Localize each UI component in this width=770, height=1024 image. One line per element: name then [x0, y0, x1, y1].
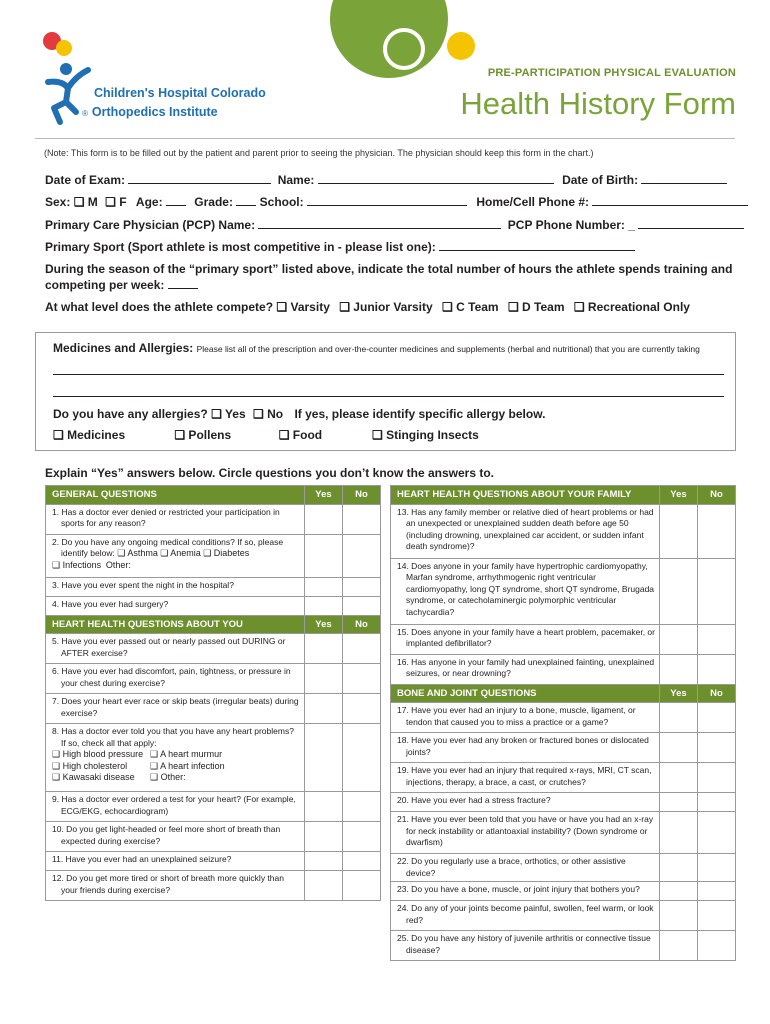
- row-sport: [45, 239, 635, 254]
- dob-field[interactable]: [641, 172, 727, 184]
- answer-no-8[interactable]: [343, 724, 381, 792]
- level-recreational-checkbox[interactable]: ❑ Recreational Only: [573, 300, 690, 314]
- q8-options-row1: [52, 749, 300, 761]
- answer-yes-3[interactable]: [305, 577, 343, 596]
- no-column-header: No: [343, 615, 381, 634]
- table-row: [391, 882, 736, 901]
- table-row: [391, 703, 736, 733]
- no-column-header: No: [343, 486, 381, 505]
- other-heart-checkbox[interactable]: ❑ Other:: [150, 772, 186, 782]
- heart-you-header-row: [46, 615, 381, 634]
- age-field[interactable]: [166, 194, 186, 206]
- allergy-no-checkbox[interactable]: ❑ No: [253, 407, 284, 421]
- allergy-medicines-checkbox[interactable]: ❑ Medicines: [53, 428, 126, 442]
- answer-no-19[interactable]: [698, 763, 736, 793]
- hours-label: During the season of the “primary sport” listed above, indicate the total number of hours the athlete spends training and competing per week:: [45, 262, 733, 292]
- question-25: 25. Do you have any history of juvenile arthritis or connective tissue disease?: [397, 933, 651, 955]
- table-row: [391, 733, 736, 763]
- explain-instructions: Explain “Yes” answers below. Circle questions you don’t know the answers to.: [45, 466, 494, 480]
- answer-yes-24[interactable]: [660, 901, 698, 931]
- answer-no-3[interactable]: [343, 577, 381, 596]
- no-column-header: No: [698, 684, 736, 703]
- meds-line-2[interactable]: [53, 396, 724, 397]
- level-d-team-checkbox[interactable]: ❑ D Team: [507, 300, 565, 314]
- question-2-text: 2. Do you have any ongoing medical conditions? If so, please identify below:: [52, 536, 284, 558]
- pcp-phone-field[interactable]: [638, 217, 744, 229]
- table-row: [391, 901, 736, 931]
- table-row: [391, 624, 736, 654]
- answer-no-16[interactable]: [698, 654, 736, 684]
- answer-no-4[interactable]: [343, 596, 381, 615]
- answer-no-18[interactable]: [698, 733, 736, 763]
- school-label: School:: [259, 195, 304, 209]
- yes-column-header: Yes: [305, 615, 343, 634]
- answer-no-9[interactable]: [343, 792, 381, 822]
- answer-no-11[interactable]: [343, 852, 381, 871]
- pcp-label: Primary Care Physician (PCP) Name:: [45, 218, 256, 232]
- diabetes-checkbox[interactable]: ❑ Diabetes: [203, 548, 250, 558]
- date-of-exam-field[interactable]: [128, 172, 271, 184]
- answer-yes-9[interactable]: [305, 792, 343, 822]
- org-name-line1: Children's Hospital Colorado: [94, 86, 266, 100]
- sex-m-checkbox[interactable]: ❑ M: [73, 195, 98, 209]
- phone-label: Home/Cell Phone #:: [476, 195, 590, 209]
- question-23: 23. Do you have a bone, muscle, or joint injury that bothers you?: [397, 884, 640, 894]
- sex-label: Sex:: [45, 195, 71, 209]
- name-field[interactable]: [318, 172, 554, 184]
- answer-yes-19[interactable]: [660, 763, 698, 793]
- table-row: [391, 931, 736, 961]
- level-c-team-checkbox[interactable]: ❑ C Team: [442, 300, 499, 314]
- answer-yes-2[interactable]: [305, 534, 343, 577]
- question-24: 24. Do any of your joints become painful, swollen, feel warm, or look red?: [397, 903, 654, 925]
- question-9: 9. Has a doctor ever ordered a test for your heart? (For example, ECG/EKG, echocardiogram): [52, 794, 296, 816]
- allergy-specify: If yes, please identify specific allergy below.: [294, 407, 546, 421]
- hours-field[interactable]: [168, 277, 198, 289]
- question-19: 19. Have you ever had an injury that required x-rays, MRI, CT scan, injections, therapy, a brace, a cast, or crutches?: [397, 765, 652, 787]
- answer-yes-6[interactable]: [305, 664, 343, 694]
- org-name-line2-text: Orthopedics Institute: [91, 105, 218, 119]
- allergy-question: Do you have any allergies?: [53, 407, 208, 421]
- question-18: 18. Have you ever had any broken or fractured bones or dislocated joints?: [397, 735, 649, 757]
- meds-heading: [53, 341, 700, 355]
- general-header-row: [46, 486, 381, 505]
- answer-no-6[interactable]: [343, 664, 381, 694]
- question-2: [52, 537, 300, 560]
- question-1: 1. Has a doctor ever denied or restricted your participation in sports for any reason?: [52, 506, 280, 528]
- answer-no-5[interactable]: [343, 634, 381, 664]
- table-row: [46, 504, 381, 534]
- question-20: 20. Have you ever had a stress fracture?: [397, 795, 551, 805]
- answer-yes-21[interactable]: [660, 812, 698, 854]
- anemia-checkbox[interactable]: ❑ Anemia: [160, 548, 201, 558]
- answer-yes-16[interactable]: [660, 654, 698, 684]
- form-subtitle: PRE-PARTICIPATION PHYSICAL EVALUATION: [487, 67, 736, 79]
- yes-column-header: Yes: [305, 486, 343, 505]
- row-pcp: [45, 217, 744, 232]
- answer-no-22[interactable]: [698, 854, 736, 882]
- question-10: 10. Do you get light-headed or feel more short of breath than expected during exercise?: [52, 824, 281, 846]
- bone-header-row: [391, 684, 736, 703]
- table-row: [46, 822, 381, 852]
- phone-field[interactable]: [592, 194, 748, 206]
- left-questions-table: [45, 485, 381, 901]
- grade-label: Grade:: [194, 195, 233, 209]
- question-7: 7. Does your heart ever race or skip beats (irregular beats) during exercise?: [52, 696, 299, 718]
- org-name-line2: [82, 105, 218, 119]
- asthma-checkbox[interactable]: ❑ Asthma: [117, 548, 158, 558]
- answer-no-13[interactable]: [698, 504, 736, 558]
- row-exam-name-dob: [45, 172, 727, 187]
- row-level: [45, 300, 690, 314]
- table-row: [46, 664, 381, 694]
- answer-yes-14[interactable]: [660, 558, 698, 624]
- question-11: 11. Have you ever had an unexplained seizure?: [52, 854, 232, 864]
- answer-yes-25[interactable]: [660, 931, 698, 961]
- table-row: [46, 534, 381, 577]
- answer-yes-1[interactable]: [305, 504, 343, 534]
- high-bp-checkbox[interactable]: ❑ High blood pressure: [52, 749, 144, 759]
- sex-f-checkbox[interactable]: ❑ F: [105, 195, 127, 209]
- table-row: [391, 793, 736, 812]
- answer-yes-23[interactable]: [660, 882, 698, 901]
- allergy-yes-checkbox[interactable]: ❑ Yes: [211, 407, 246, 421]
- answer-no-24[interactable]: [698, 901, 736, 931]
- table-row: [46, 792, 381, 822]
- registered-mark: ®: [82, 109, 88, 118]
- meds-line-1[interactable]: [53, 374, 724, 375]
- pcp-phone-label: PCP Phone Number: _: [507, 218, 635, 232]
- grade-field[interactable]: [236, 194, 256, 206]
- age-label: Age:: [135, 195, 163, 209]
- row-sex-age-grade: [45, 194, 748, 209]
- answer-no-12[interactable]: [343, 871, 381, 901]
- table-row: [391, 504, 736, 558]
- meds-description: Please list all of the prescription and over-the-counter medicines and supplements (herbal and nutritional) that you are currently taking: [196, 344, 700, 354]
- table-row: [391, 654, 736, 684]
- general-header: GENERAL QUESTIONS: [46, 486, 305, 505]
- q8-options-row3: [52, 772, 300, 784]
- table-row: [46, 852, 381, 871]
- answer-no-17[interactable]: [698, 703, 736, 733]
- question-5: 5. Have you ever passed out or nearly passed out DURING or AFTER exercise?: [52, 636, 286, 658]
- question-8: 8. Has a doctor ever told you that you have any heart problems? If so, check all that apply:: [52, 726, 294, 748]
- yes-column-header: Yes: [660, 486, 698, 505]
- level-varsity-checkbox[interactable]: ❑ Varsity: [276, 300, 330, 314]
- question-4: 4. Have you ever had surgery?: [52, 598, 169, 609]
- table-row: [46, 596, 381, 615]
- table-row: [391, 558, 736, 624]
- allergy-insects-checkbox[interactable]: ❑ Stinging Insects: [372, 428, 479, 442]
- heart-you-header: HEART HEALTH QUESTIONS ABOUT YOU: [46, 615, 305, 634]
- heart-family-header: HEART HEALTH QUESTIONS ABOUT YOUR FAMILY: [391, 486, 660, 505]
- answer-yes-5[interactable]: [305, 634, 343, 664]
- answer-yes-15[interactable]: [660, 624, 698, 654]
- sport-field[interactable]: [439, 239, 635, 251]
- no-column-header: No: [698, 486, 736, 505]
- table-row: [391, 763, 736, 793]
- answer-yes-13[interactable]: [660, 504, 698, 558]
- question-16: 16. Has anyone in your family had unexplained fainting, unexplained seizures, or near drowning?: [397, 656, 655, 678]
- answer-no-25[interactable]: [698, 931, 736, 961]
- answer-yes-17[interactable]: [660, 703, 698, 733]
- question-17: 17. Have you ever had an injury to a bone, muscle, ligament, or tendon that caused you to miss a practice or a game?: [397, 705, 636, 727]
- yellow-dot-decoration: [447, 32, 475, 60]
- answer-no-7[interactable]: [343, 694, 381, 724]
- answer-yes-8[interactable]: [305, 724, 343, 792]
- answer-yes-20[interactable]: [660, 793, 698, 812]
- level-label: At what level does the athlete compete?: [45, 300, 274, 314]
- question-2-options: [52, 560, 300, 572]
- yes-column-header: Yes: [660, 684, 698, 703]
- pcp-field[interactable]: [258, 217, 501, 229]
- answer-yes-4[interactable]: [305, 596, 343, 615]
- bone-header: BONE AND JOINT QUESTIONS: [391, 684, 660, 703]
- question-21: 21. Have you ever been told that you have or have you had an x-ray for neck instability or atlantoaxial instability? (Down syndrome or dwarfism): [397, 814, 654, 847]
- school-field[interactable]: [307, 194, 467, 206]
- white-ring-decoration: [383, 28, 425, 70]
- heart-family-header-row: [391, 486, 736, 505]
- cholesterol-checkbox[interactable]: ❑ High cholesterol: [52, 760, 128, 771]
- form-note: (Note: This form is to be filled out by the patient and parent prior to seeing the physician. The physician should keep this form in the chart.): [44, 148, 594, 158]
- allergy-pollens-checkbox[interactable]: ❑ Pollens: [174, 428, 232, 442]
- answer-no-15[interactable]: [698, 624, 736, 654]
- question-13: 13. Has any family member or relative died of heart problems or had an unexpected or unexplained sudden death before age 50 (including drowning, unexplained car accident, or sudden infant death syndrome)?: [397, 506, 654, 551]
- row-hours: [45, 261, 735, 293]
- question-22: 22. Do you regularly use a brace, orthotics, or other assistive device?: [397, 856, 626, 878]
- table-row: [391, 854, 736, 882]
- table-row: [46, 871, 381, 901]
- table-row: [391, 812, 736, 854]
- level-jv-checkbox[interactable]: ❑ Junior Varsity: [339, 300, 433, 314]
- answer-yes-11[interactable]: [305, 852, 343, 871]
- answer-yes-22[interactable]: [660, 854, 698, 882]
- answer-no-23[interactable]: [698, 882, 736, 901]
- table-row: [46, 724, 381, 792]
- dob-label: Date of Birth:: [562, 173, 639, 187]
- table-row: [46, 634, 381, 664]
- answer-no-21[interactable]: [698, 812, 736, 854]
- murmur-checkbox[interactable]: ❑ A heart murmur: [150, 749, 223, 759]
- answer-no-10[interactable]: [343, 822, 381, 852]
- right-questions-table: [390, 485, 736, 961]
- question-12: 12. Do you get more tired or short of breath more quickly than your friends during exercise?: [52, 873, 284, 895]
- sport-label: Primary Sport (Sport athlete is most competitive in - please list one):: [45, 240, 436, 254]
- question-3: 3. Have you ever spent the night in the hospital?: [52, 579, 234, 590]
- heart-infection-checkbox[interactable]: ❑ A heart infection: [150, 760, 225, 771]
- allergy-row: [53, 407, 545, 421]
- answer-yes-7[interactable]: [305, 694, 343, 724]
- table-row: [46, 577, 381, 596]
- medicines-allergies-box: [35, 332, 736, 451]
- date-of-exam-label: Date of Exam:: [45, 173, 126, 187]
- allergy-types-row: [53, 428, 479, 442]
- answer-no-14[interactable]: [698, 558, 736, 624]
- meds-label: Medicines and Allergies:: [53, 341, 194, 355]
- answer-yes-10[interactable]: [305, 822, 343, 852]
- infections-checkbox[interactable]: ❑ Infections: [52, 559, 102, 570]
- answer-yes-12[interactable]: [305, 871, 343, 901]
- other-condition-label: Other:: [105, 559, 131, 570]
- allergy-food-checkbox[interactable]: ❑ Food: [278, 428, 323, 442]
- answer-yes-18[interactable]: [660, 733, 698, 763]
- answer-no-2[interactable]: [343, 534, 381, 577]
- answer-no-1[interactable]: [343, 504, 381, 534]
- question-15: 15. Does anyone in your family have a heart problem, pacemaker, or implanted defibrillator?: [397, 626, 655, 648]
- question-6: 6. Have you ever had discomfort, pain, tightness, or pressure in your chest during exercise?: [52, 666, 291, 688]
- q8-options-row2: [52, 761, 300, 773]
- table-row: [46, 694, 381, 724]
- question-14: 14. Does anyone in your family have hypertrophic cardiomyopathy, Marfan syndrome, arrhythmogenic right ventricular cardiomyopathy, long QT syndrome, short QT syndrome, Brugada syndrome, or catecholaminergic polymorphic ventricular tachycardia?: [397, 560, 655, 617]
- answer-no-20[interactable]: [698, 793, 736, 812]
- header-divider: [35, 138, 735, 139]
- kawasaki-checkbox[interactable]: ❑ Kawasaki disease: [52, 772, 135, 782]
- page-title: Health History Form: [460, 86, 736, 121]
- name-label: Name:: [277, 173, 315, 187]
